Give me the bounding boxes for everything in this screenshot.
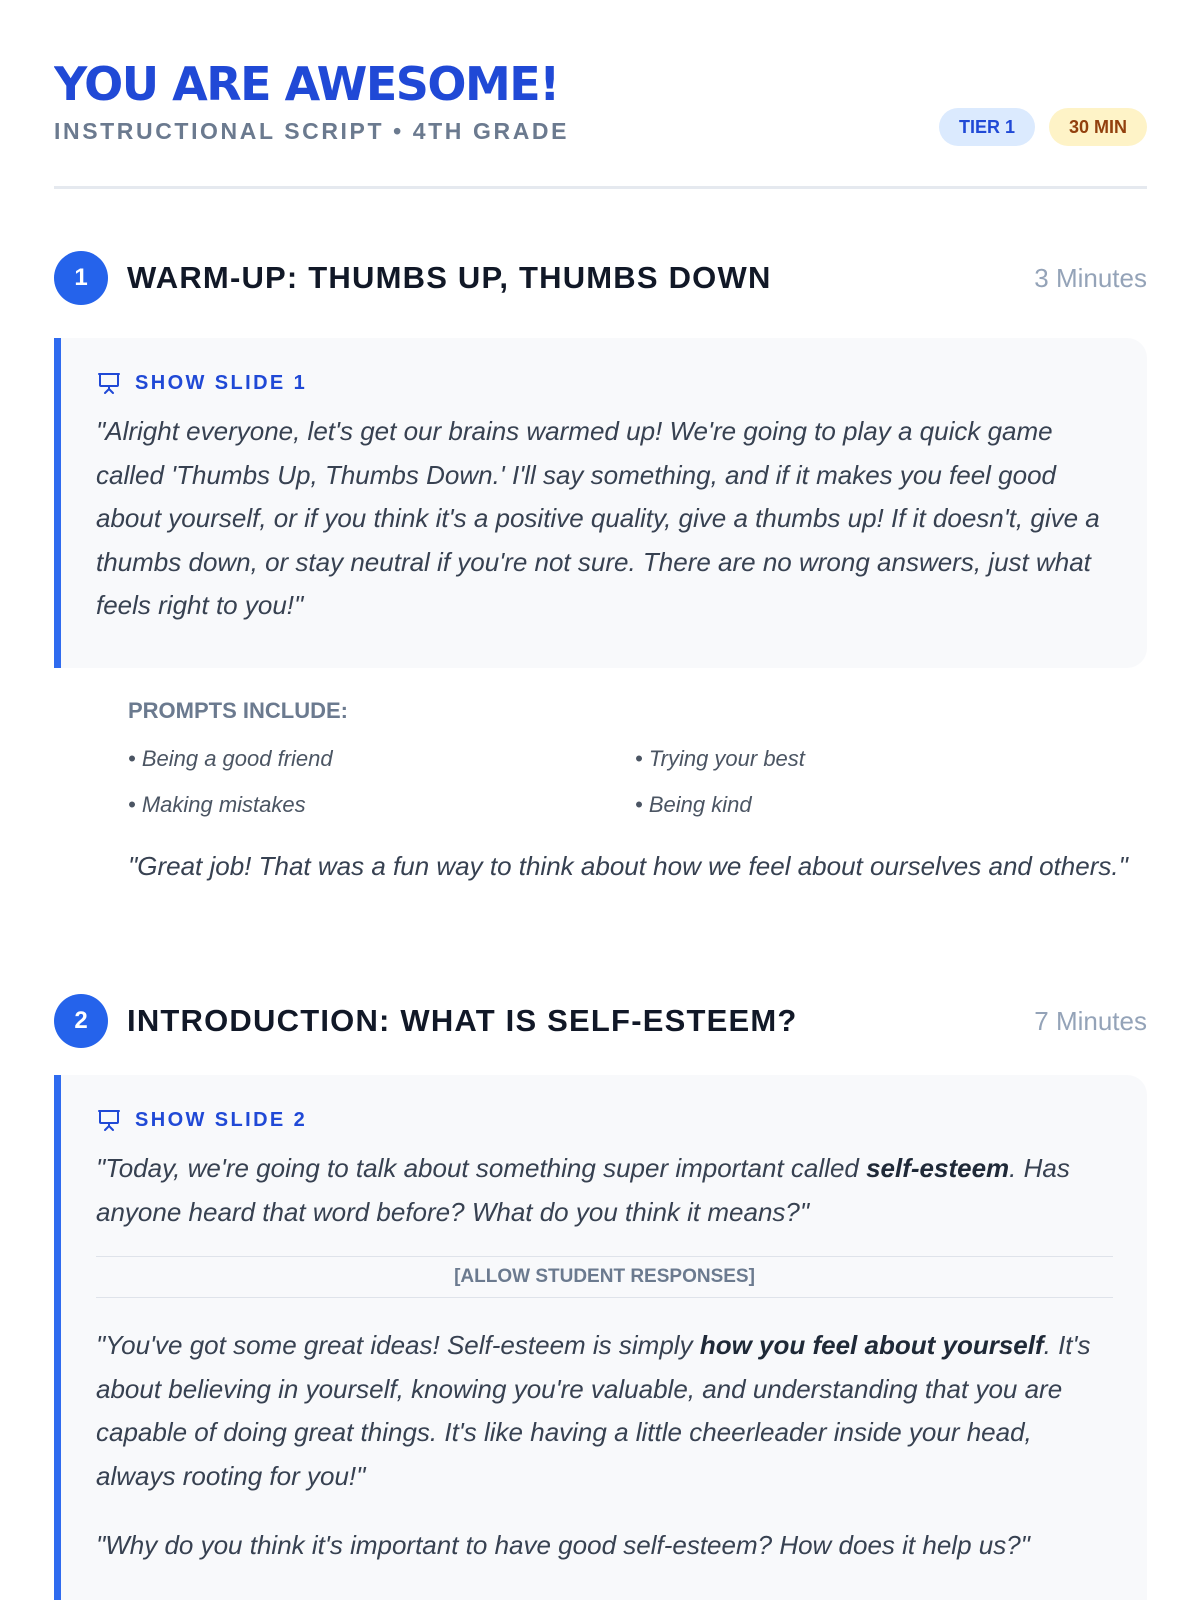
page-title: YOU ARE AWESOME!: [54, 57, 559, 111]
section-number-badge: 1: [54, 251, 108, 305]
quote-text: "Today, we're going to talk about something super important called: [96, 1153, 867, 1183]
list-item: • Trying your best: [635, 746, 805, 771]
script-quote: "Alright everyone, let's get our brains warmed up! We're going to play a quick game called 'Thumbs Up, Thumbs Down.' I'll say something, and if it makes you feel good about yourself, or if you think it's a positive quality, give a thumbs up! If it doesn't, give a thumbs down, or stay neutral if you're not sure. There are no wrong answers, just what feels right to you!": [96, 416, 1100, 620]
student-response-note: [ALLOW STUDENT RESPONSES]: [96, 1256, 1113, 1298]
list-item: • Being kind: [635, 792, 752, 817]
list-item: • Being a good friend: [128, 746, 333, 771]
page-subtitle: INSTRUCTIONAL SCRIPT • 4TH GRADE: [54, 118, 570, 144]
lesson-script-page: [54, 0, 1147, 1600]
prompts-block: [128, 694, 1128, 886]
quote-emphasis: how you feel about yourself: [699, 1330, 1044, 1360]
section-1-header: [54, 251, 1147, 305]
slide-label-text: SHOW SLIDE 2: [135, 1108, 308, 1131]
section-1-script-box: [54, 338, 1147, 668]
script-quote: "Why do you think it's important to have good self-esteem? How does it help us?": [96, 1530, 1030, 1560]
section-number-badge: 2: [54, 994, 108, 1048]
quote-text: "You've got some great ideas! Self-esteem is simply: [96, 1330, 700, 1360]
quote-text: . It's about believing in yourself, knowing you're valuable, and understanding that you are capable of doing great things. It's like having a little cheerleader inside your head, always rooting for you!": [96, 1330, 1091, 1491]
prompts-list: [128, 742, 1128, 822]
slide-label-text: SHOW SLIDE 1: [135, 371, 308, 394]
show-slide-label: [96, 1103, 1113, 1137]
section-title: WARM-UP: THUMBS UP, THUMBS DOWN: [127, 260, 772, 295]
section-2-script-box: [54, 1075, 1147, 1600]
prompts-heading: PROMPTS INCLUDE:: [128, 698, 348, 723]
section-title: INTRODUCTION: WHAT IS SELF-ESTEEM?: [127, 1003, 798, 1038]
quote-emphasis: self-esteem: [866, 1153, 1010, 1183]
header-divider: [54, 186, 1147, 189]
tier-badge: TIER 1: [939, 108, 1035, 146]
quote-text: . Has anyone heard that word before? What do you think it means?": [96, 1153, 1070, 1227]
badge-group: [939, 108, 1147, 146]
section-2-header: [54, 994, 1147, 1048]
script-quote: [96, 1324, 1113, 1498]
duration-badge: 30 MIN: [1049, 108, 1147, 146]
show-slide-label: [96, 366, 1113, 400]
closing-quote: "Great job! That was a fun way to think about how we feel about ourselves and others.": [128, 851, 1128, 881]
presentation-icon: [96, 370, 122, 396]
presentation-icon: [96, 1107, 122, 1133]
script-quote: [96, 1147, 1113, 1234]
list-item: • Making mistakes: [128, 792, 306, 817]
section-duration: 3 Minutes: [1034, 263, 1147, 293]
section-duration: 7 Minutes: [1034, 1006, 1147, 1036]
